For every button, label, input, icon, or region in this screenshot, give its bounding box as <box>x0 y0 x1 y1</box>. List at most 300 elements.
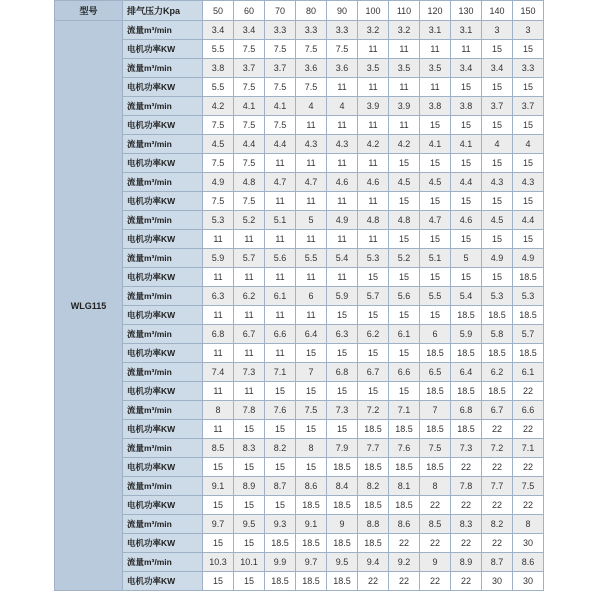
value-cell: 11 <box>358 192 389 211</box>
value-cell: 18.5 <box>482 306 513 325</box>
value-cell: 22 <box>451 572 482 591</box>
value-cell: 11 <box>451 40 482 59</box>
value-cell: 18.5 <box>296 534 327 553</box>
table-row <box>55 268 544 287</box>
value-cell: 15 <box>296 344 327 363</box>
model-cell: WLG115 <box>55 21 123 591</box>
value-cell: 11 <box>265 268 296 287</box>
value-cell: 4.7 <box>420 211 451 230</box>
value-cell: 4.9 <box>327 211 358 230</box>
value-cell: 9.1 <box>203 477 234 496</box>
value-cell: 3 <box>513 21 544 40</box>
value-cell: 6.4 <box>451 363 482 382</box>
value-cell: 5.3 <box>203 211 234 230</box>
value-cell: 8.7 <box>482 553 513 572</box>
value-cell: 18.5 <box>420 382 451 401</box>
value-cell: 7.5 <box>265 78 296 97</box>
table-row <box>55 534 544 553</box>
value-cell: 9.9 <box>265 553 296 572</box>
pressure-header-cell: 110 <box>389 1 420 21</box>
value-cell: 11 <box>358 230 389 249</box>
value-cell: 15 <box>389 268 420 287</box>
value-cell: 11 <box>203 230 234 249</box>
value-cell: 3.6 <box>296 59 327 78</box>
value-cell: 3.1 <box>420 21 451 40</box>
value-cell: 15 <box>451 230 482 249</box>
value-cell: 11 <box>296 116 327 135</box>
value-cell: 22 <box>389 534 420 553</box>
value-cell: 9.7 <box>203 515 234 534</box>
value-cell: 11 <box>265 192 296 211</box>
value-cell: 18.5 <box>482 382 513 401</box>
value-cell: 15 <box>327 344 358 363</box>
value-cell: 15 <box>389 192 420 211</box>
value-cell: 4.5 <box>482 211 513 230</box>
value-cell: 8.5 <box>420 515 451 534</box>
flow-label: 流量m³/min <box>123 59 203 78</box>
table-row <box>55 135 544 154</box>
value-cell: 15 <box>234 572 265 591</box>
value-cell: 5 <box>296 211 327 230</box>
value-cell: 22 <box>451 458 482 477</box>
pressure-header-cell: 150 <box>513 1 544 21</box>
spec-table <box>54 0 544 591</box>
table-body <box>55 21 544 591</box>
value-cell: 7.1 <box>265 363 296 382</box>
value-cell: 7.5 <box>296 401 327 420</box>
value-cell: 4.1 <box>265 97 296 116</box>
value-cell: 5.6 <box>389 287 420 306</box>
flow-label: 流量m³/min <box>123 325 203 344</box>
value-cell: 15 <box>327 306 358 325</box>
table-row <box>55 458 544 477</box>
table-row <box>55 230 544 249</box>
value-cell: 7.5 <box>265 116 296 135</box>
value-cell: 6.2 <box>482 363 513 382</box>
table-row <box>55 382 544 401</box>
value-cell: 11 <box>420 40 451 59</box>
value-cell: 7.7 <box>358 439 389 458</box>
value-cell: 11 <box>234 230 265 249</box>
value-cell: 6.7 <box>482 401 513 420</box>
value-cell: 8.6 <box>296 477 327 496</box>
value-cell: 11 <box>296 230 327 249</box>
value-cell: 6 <box>296 287 327 306</box>
pressure-header-cell: 130 <box>451 1 482 21</box>
value-cell: 15 <box>265 458 296 477</box>
value-cell: 4.3 <box>482 173 513 192</box>
value-cell: 15 <box>482 116 513 135</box>
value-cell: 3.7 <box>234 59 265 78</box>
value-cell: 6.7 <box>234 325 265 344</box>
value-cell: 15 <box>389 154 420 173</box>
value-cell: 5.5 <box>420 287 451 306</box>
value-cell: 11 <box>203 344 234 363</box>
flow-label: 流量m³/min <box>123 211 203 230</box>
value-cell: 11 <box>234 306 265 325</box>
value-cell: 3.3 <box>327 21 358 40</box>
value-cell: 15 <box>482 78 513 97</box>
table-row <box>55 477 544 496</box>
value-cell: 7.5 <box>203 116 234 135</box>
value-cell: 15 <box>451 268 482 287</box>
value-cell: 6 <box>420 325 451 344</box>
table-row <box>55 515 544 534</box>
value-cell: 7.5 <box>234 78 265 97</box>
power-label: 电机功率KW <box>123 40 203 59</box>
value-cell: 15 <box>203 572 234 591</box>
value-cell: 3.1 <box>451 21 482 40</box>
value-cell: 4.1 <box>234 97 265 116</box>
pressure-header-cell: 120 <box>420 1 451 21</box>
value-cell: 8.7 <box>265 477 296 496</box>
value-cell: 15 <box>420 192 451 211</box>
pressure-header-cell: 100 <box>358 1 389 21</box>
table-row <box>55 21 544 40</box>
flow-label: 流量m³/min <box>123 287 203 306</box>
value-cell: 8.8 <box>358 515 389 534</box>
value-cell: 11 <box>358 154 389 173</box>
value-cell: 6.2 <box>234 287 265 306</box>
value-cell: 11 <box>265 344 296 363</box>
value-cell: 15 <box>389 230 420 249</box>
value-cell: 4.8 <box>358 211 389 230</box>
value-cell: 15 <box>203 534 234 553</box>
pressure-header-cell: 60 <box>234 1 265 21</box>
table-row <box>55 154 544 173</box>
value-cell: 4.1 <box>451 135 482 154</box>
value-cell: 7.5 <box>203 192 234 211</box>
value-cell: 6.8 <box>203 325 234 344</box>
value-cell: 9 <box>327 515 358 534</box>
value-cell: 8.2 <box>358 477 389 496</box>
value-cell: 15 <box>451 192 482 211</box>
value-cell: 6.8 <box>327 363 358 382</box>
flow-label: 流量m³/min <box>123 553 203 572</box>
value-cell: 11 <box>327 78 358 97</box>
value-cell: 5.1 <box>420 249 451 268</box>
value-cell: 15 <box>420 116 451 135</box>
value-cell: 30 <box>513 572 544 591</box>
table-row <box>55 249 544 268</box>
value-cell: 18.5 <box>389 458 420 477</box>
value-cell: 15 <box>234 458 265 477</box>
table-row <box>55 40 544 59</box>
value-cell: 11 <box>327 192 358 211</box>
table-row <box>55 97 544 116</box>
value-cell: 18.5 <box>265 534 296 553</box>
value-cell: 15 <box>265 382 296 401</box>
value-cell: 15 <box>234 496 265 515</box>
table-row <box>55 572 544 591</box>
value-cell: 4.5 <box>389 173 420 192</box>
table-row <box>55 363 544 382</box>
value-cell: 22 <box>389 572 420 591</box>
table-row <box>55 439 544 458</box>
value-cell: 9.4 <box>358 553 389 572</box>
value-cell: 6.3 <box>203 287 234 306</box>
flow-label: 流量m³/min <box>123 439 203 458</box>
value-cell: 4.2 <box>358 135 389 154</box>
flow-label: 流量m³/min <box>123 477 203 496</box>
value-cell: 18.5 <box>296 496 327 515</box>
value-cell: 3.7 <box>265 59 296 78</box>
value-cell: 18.5 <box>265 572 296 591</box>
value-cell: 11 <box>327 154 358 173</box>
table-row <box>55 306 544 325</box>
value-cell: 5.8 <box>482 325 513 344</box>
value-cell: 15 <box>451 154 482 173</box>
value-cell: 8 <box>296 439 327 458</box>
pressure-header: 排气压力Kpa <box>123 1 203 21</box>
value-cell: 18.5 <box>358 420 389 439</box>
value-cell: 8.3 <box>451 515 482 534</box>
value-cell: 3.4 <box>482 59 513 78</box>
table-row <box>55 496 544 515</box>
value-cell: 22 <box>482 496 513 515</box>
value-cell: 3.3 <box>513 59 544 78</box>
value-cell: 15 <box>482 154 513 173</box>
value-cell: 18.5 <box>358 534 389 553</box>
value-cell: 22 <box>513 420 544 439</box>
value-cell: 18.5 <box>358 496 389 515</box>
value-cell: 4.1 <box>420 135 451 154</box>
value-cell: 15 <box>265 420 296 439</box>
value-cell: 4 <box>327 97 358 116</box>
value-cell: 10.3 <box>203 553 234 572</box>
value-cell: 11 <box>389 40 420 59</box>
value-cell: 4.4 <box>234 135 265 154</box>
table-row <box>55 325 544 344</box>
value-cell: 18.5 <box>420 420 451 439</box>
value-cell: 15 <box>203 496 234 515</box>
value-cell: 4.4 <box>513 211 544 230</box>
value-cell: 7.6 <box>389 439 420 458</box>
value-cell: 6.1 <box>265 287 296 306</box>
value-cell: 3.3 <box>265 21 296 40</box>
value-cell: 22 <box>513 382 544 401</box>
value-cell: 15 <box>296 458 327 477</box>
power-label: 电机功率KW <box>123 78 203 97</box>
value-cell: 7.7 <box>482 477 513 496</box>
table-row <box>55 344 544 363</box>
value-cell: 7 <box>420 401 451 420</box>
power-label: 电机功率KW <box>123 344 203 363</box>
value-cell: 18.5 <box>513 268 544 287</box>
spec-table-container <box>54 0 544 591</box>
value-cell: 9.5 <box>234 515 265 534</box>
table-row <box>55 553 544 572</box>
value-cell: 7.5 <box>296 78 327 97</box>
power-label: 电机功率KW <box>123 268 203 287</box>
value-cell: 5.9 <box>203 249 234 268</box>
value-cell: 22 <box>451 496 482 515</box>
value-cell: 3.5 <box>358 59 389 78</box>
value-cell: 15 <box>482 192 513 211</box>
value-cell: 11 <box>265 306 296 325</box>
value-cell: 11 <box>296 268 327 287</box>
pressure-header-cell: 50 <box>203 1 234 21</box>
value-cell: 6.8 <box>451 401 482 420</box>
flow-label: 流量m³/min <box>123 173 203 192</box>
value-cell: 5.1 <box>265 211 296 230</box>
power-label: 电机功率KW <box>123 496 203 515</box>
power-label: 电机功率KW <box>123 192 203 211</box>
value-cell: 4.5 <box>420 173 451 192</box>
value-cell: 22 <box>451 534 482 553</box>
value-cell: 22 <box>482 420 513 439</box>
value-cell: 4.6 <box>451 211 482 230</box>
value-cell: 4.5 <box>203 135 234 154</box>
value-cell: 7.6 <box>265 401 296 420</box>
value-cell: 15 <box>358 382 389 401</box>
value-cell: 15 <box>482 230 513 249</box>
value-cell: 6.6 <box>513 401 544 420</box>
value-cell: 18.5 <box>296 572 327 591</box>
value-cell: 5.7 <box>513 325 544 344</box>
value-cell: 18.5 <box>451 382 482 401</box>
value-cell: 3 <box>482 21 513 40</box>
value-cell: 3.7 <box>482 97 513 116</box>
value-cell: 18.5 <box>420 344 451 363</box>
value-cell: 4.8 <box>234 173 265 192</box>
value-cell: 11 <box>327 230 358 249</box>
flow-label: 流量m³/min <box>123 363 203 382</box>
value-cell: 7.1 <box>513 439 544 458</box>
table-row <box>55 192 544 211</box>
value-cell: 11 <box>234 382 265 401</box>
value-cell: 11 <box>389 78 420 97</box>
value-cell: 9.2 <box>389 553 420 572</box>
value-cell: 6.4 <box>296 325 327 344</box>
value-cell: 5.6 <box>265 249 296 268</box>
value-cell: 8.1 <box>389 477 420 496</box>
value-cell: 15 <box>265 496 296 515</box>
value-cell: 15 <box>296 382 327 401</box>
value-cell: 15 <box>513 192 544 211</box>
value-cell: 9.3 <box>265 515 296 534</box>
value-cell: 5.5 <box>296 249 327 268</box>
value-cell: 4.8 <box>389 211 420 230</box>
value-cell: 5.4 <box>451 287 482 306</box>
value-cell: 15 <box>296 420 327 439</box>
value-cell: 5.9 <box>451 325 482 344</box>
value-cell: 4.9 <box>203 173 234 192</box>
value-cell: 22 <box>420 572 451 591</box>
power-label: 电机功率KW <box>123 458 203 477</box>
value-cell: 3.9 <box>389 97 420 116</box>
value-cell: 8.2 <box>265 439 296 458</box>
value-cell: 3.2 <box>358 21 389 40</box>
value-cell: 11 <box>358 78 389 97</box>
value-cell: 7.8 <box>234 401 265 420</box>
power-label: 电机功率KW <box>123 154 203 173</box>
value-cell: 4 <box>513 135 544 154</box>
flow-label: 流量m³/min <box>123 97 203 116</box>
value-cell: 3.8 <box>203 59 234 78</box>
table-row <box>55 173 544 192</box>
value-cell: 6.3 <box>327 325 358 344</box>
table-row <box>55 420 544 439</box>
value-cell: 7.3 <box>234 363 265 382</box>
value-cell: 3.5 <box>389 59 420 78</box>
value-cell: 18.5 <box>327 458 358 477</box>
value-cell: 15 <box>513 116 544 135</box>
model-header: 型号 <box>55 1 123 21</box>
value-cell: 11 <box>203 268 234 287</box>
value-cell: 8 <box>203 401 234 420</box>
pressure-header-cell: 80 <box>296 1 327 21</box>
value-cell: 7.5 <box>234 40 265 59</box>
value-cell: 15 <box>327 420 358 439</box>
value-cell: 11 <box>203 306 234 325</box>
value-cell: 11 <box>203 420 234 439</box>
value-cell: 3.4 <box>234 21 265 40</box>
value-cell: 8.2 <box>482 515 513 534</box>
value-cell: 15 <box>358 344 389 363</box>
table-row <box>55 401 544 420</box>
value-cell: 3.6 <box>327 59 358 78</box>
value-cell: 15 <box>234 420 265 439</box>
value-cell: 8 <box>420 477 451 496</box>
value-cell: 5.5 <box>203 40 234 59</box>
value-cell: 22 <box>482 458 513 477</box>
power-label: 电机功率KW <box>123 572 203 591</box>
value-cell: 3.9 <box>358 97 389 116</box>
value-cell: 9 <box>420 553 451 572</box>
value-cell: 7.5 <box>265 40 296 59</box>
value-cell: 7.8 <box>451 477 482 496</box>
value-cell: 5.5 <box>203 78 234 97</box>
value-cell: 4.6 <box>358 173 389 192</box>
power-label: 电机功率KW <box>123 306 203 325</box>
table-row <box>55 211 544 230</box>
value-cell: 11 <box>327 116 358 135</box>
pressure-header-cell: 90 <box>327 1 358 21</box>
value-cell: 8 <box>513 515 544 534</box>
value-cell: 15 <box>513 154 544 173</box>
value-cell: 5.3 <box>513 287 544 306</box>
value-cell: 6.6 <box>389 363 420 382</box>
value-cell: 9.7 <box>296 553 327 572</box>
value-cell: 3.3 <box>296 21 327 40</box>
value-cell: 18.5 <box>389 496 420 515</box>
flow-label: 流量m³/min <box>123 249 203 268</box>
value-cell: 15 <box>234 534 265 553</box>
value-cell: 15 <box>513 230 544 249</box>
value-cell: 8.6 <box>389 515 420 534</box>
value-cell: 11 <box>296 154 327 173</box>
value-cell: 4.3 <box>513 173 544 192</box>
pressure-header-cell: 140 <box>482 1 513 21</box>
value-cell: 5.9 <box>327 287 358 306</box>
value-cell: 11 <box>358 116 389 135</box>
value-cell: 4.3 <box>327 135 358 154</box>
value-cell: 18.5 <box>513 344 544 363</box>
value-cell: 7.1 <box>389 401 420 420</box>
value-cell: 9.1 <box>296 515 327 534</box>
value-cell: 5.2 <box>234 211 265 230</box>
table-row <box>55 78 544 97</box>
value-cell: 4.6 <box>327 173 358 192</box>
value-cell: 15 <box>482 268 513 287</box>
power-label: 电机功率KW <box>123 116 203 135</box>
value-cell: 15 <box>420 306 451 325</box>
value-cell: 18.5 <box>451 306 482 325</box>
value-cell: 5.2 <box>389 249 420 268</box>
flow-label: 流量m³/min <box>123 135 203 154</box>
value-cell: 7.5 <box>234 192 265 211</box>
